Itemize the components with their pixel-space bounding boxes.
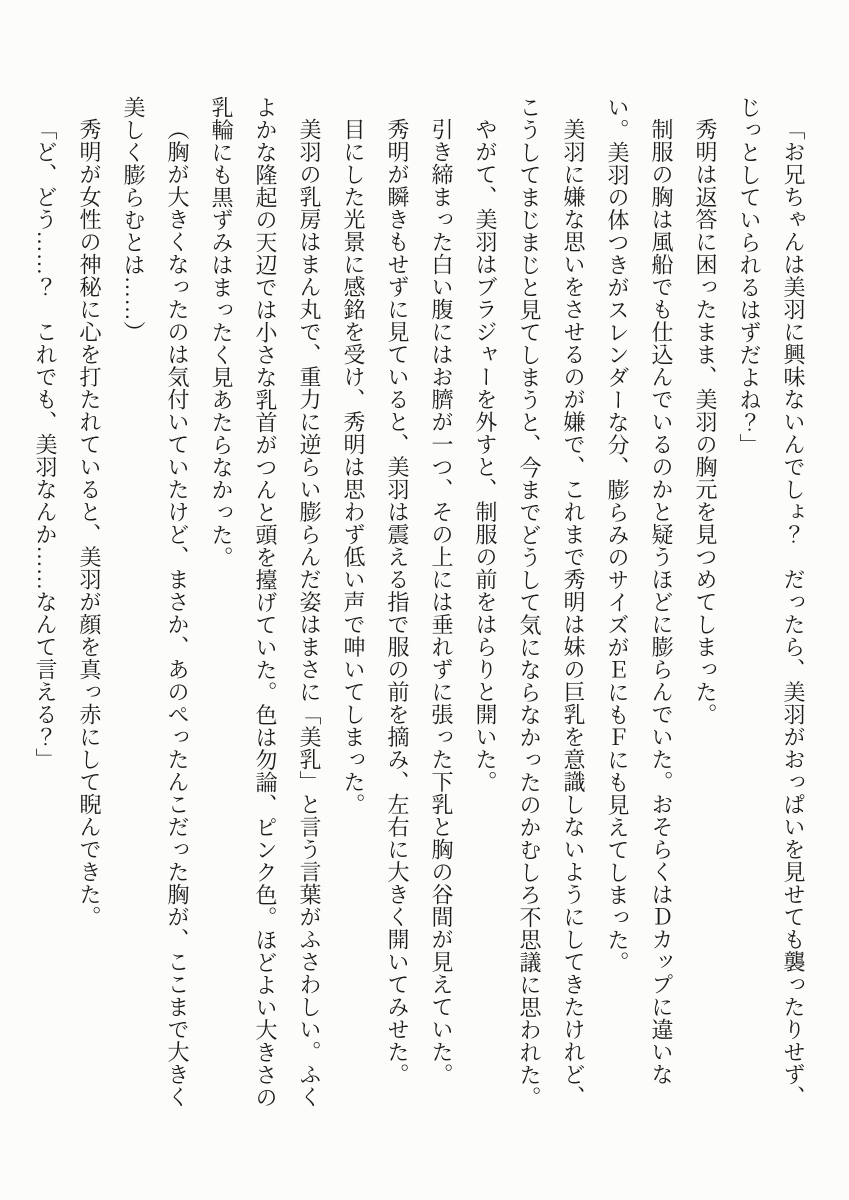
narrative-paragraph: 秀明が瞬きもせずに見ていると、美羽は震える指で服の前を摘み、左右に大きく開いてみせた。 [385, 118, 410, 1086]
narrative-paragraph: 美羽の乳房はまん丸で、重力に逆らい膨らんだ姿はまさに「美乳」と言う言葉がふさわしい。ふくよかな隆起の天辺では小さな乳首がつんと頭を擡げていた。色は勿論、ピンク色。ほどよい大きさの乳輪にも黒ずみはまったく見あたらなかった。 [209, 96, 322, 1109]
narrative-paragraph: 秀明が女性の神秘に心を打たれていると、美羽が顔を真っ赤にして睨んできた。 [77, 118, 102, 928]
narrative-paragraph: 目にした光景に感銘を受け、秀明は思わず低い声で呻いてしまった。 [341, 118, 366, 816]
narrative-paragraph: やがて、美羽はブラジャーを外すと、制服の前をはらりと開いた。 [473, 118, 498, 793]
inner-monologue-paragraph: （胸が大きくなったのは気付いていたけど、まさか、あのぺったんこだった胸が、ここまで大きく美しく膨らむとは……） [121, 96, 190, 1108]
dialogue-line: 「ど、どう……？ これでも、美羽なんか……なんて言える？」 [33, 118, 58, 771]
dialogue-line: 「お兄ちゃんは美羽に興味ないんでしょ？ だったら、美羽がおっぱいを見せても襲ったりせず、じっとしていられるはずだよね？」 [737, 96, 806, 1108]
narrative-paragraph: 制服の胸は風船でも仕込んでいるのかと疑うほどに膨らんでいた。おそらくはＤカップに違いない。美羽の体つきがスレンダーな分、膨らみのサイズがＥにもＦにも見えてしまった。 [605, 96, 674, 1086]
novel-page [23, 96, 815, 1110]
narrative-paragraph: 美羽に嫌な思いをさせるのが嫌で、これまで秀明は妹の巨乳を意識しないようにしてきたけれど、こうしてまじまじと見てしまうと、今までどうして気にならなかったのかむしろ不思議に思われた。 [517, 96, 586, 1109]
narrative-paragraph: 引き締まった白い腹にはお臍が一つ、その上には垂れずに張った下乳と胸の谷間が見えていた。 [429, 118, 454, 1086]
narrative-paragraph: 秀明は返答に困ったまま、美羽の胸元を見つめてしまった。 [693, 118, 718, 726]
